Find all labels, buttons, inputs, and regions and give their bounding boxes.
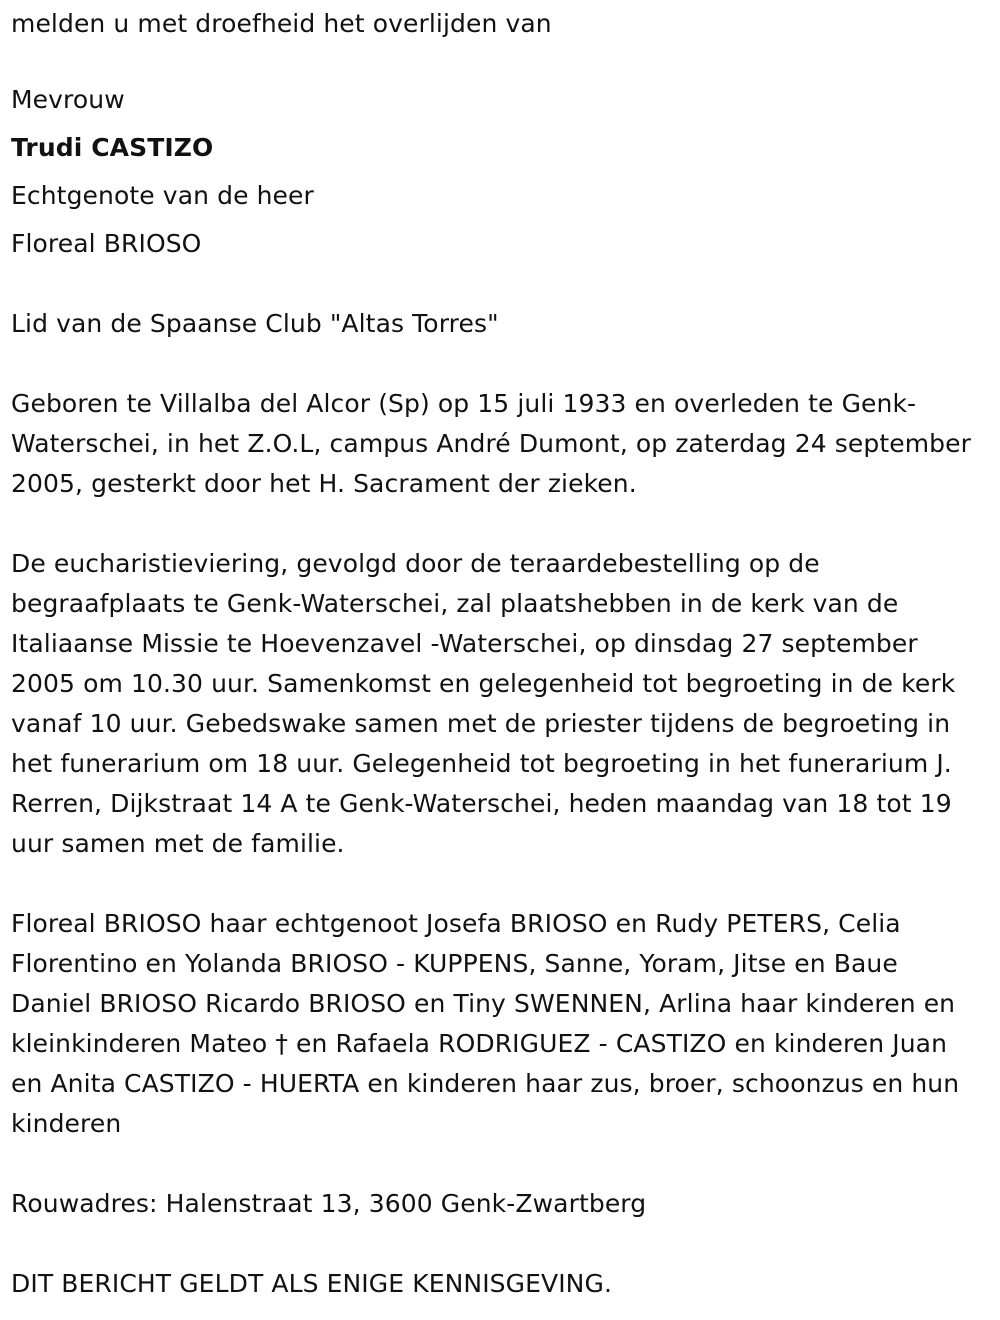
membership-line: Lid van de Spaanse Club "Altas Torres": [11, 309, 499, 338]
deceased-name: Trudi CASTIZO: [11, 133, 214, 162]
obituary-notice: [11, 0, 986, 1304]
mourning-address: Rouwadres: Halenstraat 13, 3600 Genk-Zwartberg: [11, 1189, 647, 1218]
intro-line: melden u met droefheid het overlijden van: [11, 9, 552, 38]
spouse-label: Echtgenote van de heer: [11, 181, 314, 210]
spouse-name: Floreal BRIOSO: [11, 229, 202, 258]
birth-death-paragraph: Geboren te Villalba del Alcor (Sp) op 15 juli 1933 en overleden te Genk-Waterschei, in het Z.O.L, campus André Dumont, op zaterdag 24 september 2005, gesterkt door het H. Sacrament der zieken.: [11, 389, 971, 498]
honorific: Mevrouw: [11, 85, 125, 114]
closing-statement: DIT BERICHT GELDT ALS ENIGE KENNISGEVING.: [11, 1269, 612, 1298]
family-paragraph: Floreal BRIOSO haar echtgenoot Josefa BRIOSO en Rudy PETERS, Celia Florentino en Yolanda BRIOSO - KUPPENS, Sanne, Yoram, Jitse en Baue Daniel BRIOSO Ricardo BRIOSO en Tiny SWENNEN, Arlina haar kinderen en kleinkinderen Mateo † en Rafaela RODRIGUEZ - CASTIZO en kinderen Juan en Anita CASTIZO - HUERTA en kinderen haar zus, broer, schoonzus en hun kinderen: [11, 909, 960, 1138]
ceremony-paragraph: De eucharistieviering, gevolgd door de teraardebestelling op de begraafplaats te Genk-Waterschei, zal plaatshebben in de kerk van de Italiaanse Missie te Hoevenzavel -Waterschei, op dinsdag 27 september 2005 om 10.30 uur. Samenkomst en gelegenheid tot begroeting in de kerk vanaf 10 uur. Gebedswake samen met de priester tijdens de begroeting in het funerarium om 18 uur. Gelegenheid tot begroeting in het funerarium J. Rerren, Dijkstraat 14 A te Genk-Waterschei, heden maandag van 18 tot 19 uur samen met de familie.: [11, 549, 956, 858]
